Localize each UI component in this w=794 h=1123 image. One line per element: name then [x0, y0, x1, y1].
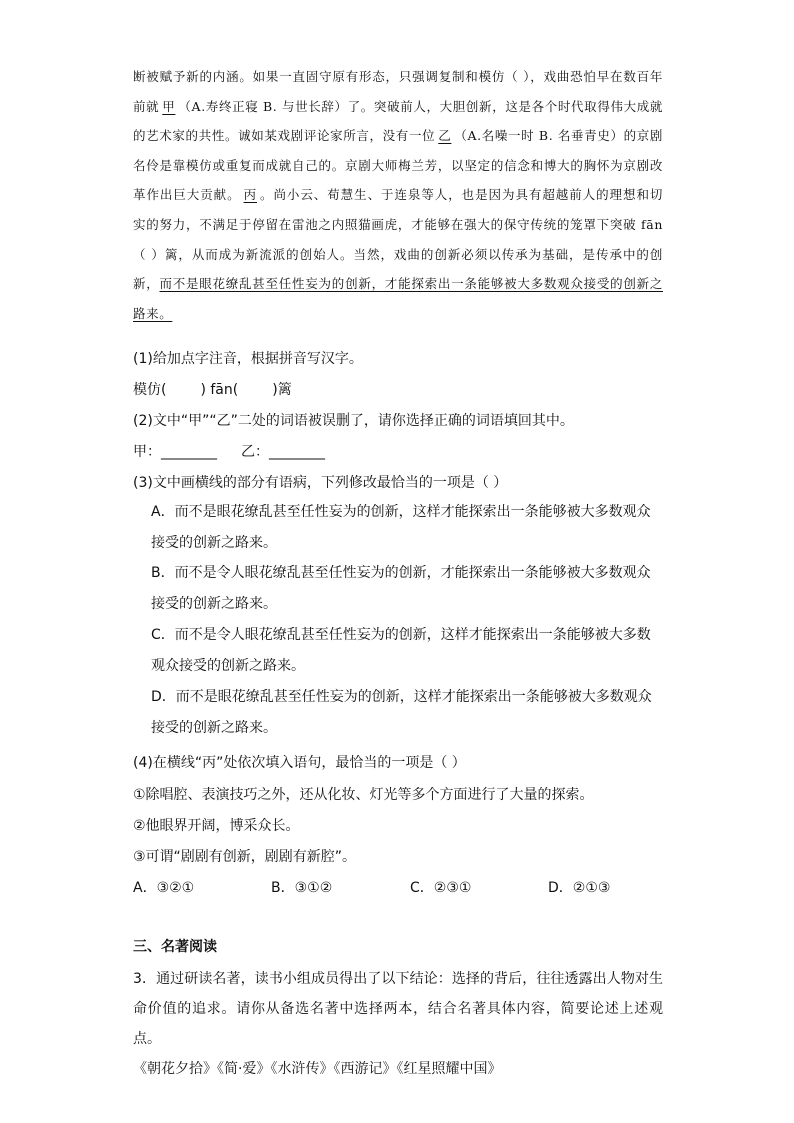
choice-c: C．②③①	[410, 880, 472, 896]
underlined-sentence: 而不是眼花缭乱甚至任性妄为的创新，才能探索出一条能够被大多数观众接受的创新之路来。	[133, 276, 663, 321]
pinyin-label: 模仿(	[133, 382, 167, 398]
question-3-block	[133, 964, 663, 1084]
reading-passage	[133, 62, 663, 328]
choice-d: D．②①③	[548, 880, 611, 896]
blank-yi: 乙	[438, 128, 452, 144]
passage-text-3: （A.名噪一时 B. 名垂青史）的京剧名伶是靠模仿或重复而成就自己的。京剧大师梅兰芳，以坚定的信念和博大的胸怀为京剧改革作出巨大贡献。	[133, 128, 663, 203]
jia-answer: 甲：________	[133, 444, 217, 460]
option-c: C．而不是令人眼花缭乱甚至任性妄为的创新，这样才能探索出一条能够被大多数观众接受的创新之路来。	[151, 627, 651, 674]
question-3-text: 3．通过研读名著，读书小组成员得出了以下结论：选择的背后，往往透露出人物对生命价值的追求。请你从备选名著中选择两本，结合名著具体内容，简要论述上述观点。	[133, 971, 663, 1047]
option-d: D．而不是眼花缭乱甚至任性妄为的创新，这样才能探索出一条能够被大多数观众接受的创新之路来。	[151, 689, 652, 736]
yi-answer: 乙：________	[241, 444, 325, 460]
li-label: )篱	[272, 382, 292, 398]
option-b: B．而不是令人眼花缭乱甚至任性妄为的创新，才能探索出一条能够被大多数观众接受的创新之路来。	[151, 565, 651, 612]
question-2-answer-row	[133, 441, 325, 461]
book-list: 《朝花夕拾》《简·爱》《水浒传》《西游记》《红星照耀中国》	[133, 1061, 502, 1077]
fan-label: ) fān(	[200, 382, 239, 398]
sentence-1: ①除唱腔、表演技巧之外，还从化妆、灯光等多个方面进行了大量的探索。	[133, 787, 594, 803]
passage-text-1: 断被赋予新的内涵。如果一直固守原有形态，只强调复制和模仿（ ），戏曲恐怕早在数百年前就	[133, 69, 663, 114]
question-4-prompt: (4)在横线“丙”处依次填入语句，最恰当的一项是（ ）	[133, 755, 466, 771]
question-3-prompt: (3)文中画横线的部分有语病，下列修改最恰当的一项是（ ）	[133, 475, 508, 491]
blank-jia: 甲	[162, 98, 176, 114]
question-1-prompt: (1)给加点字注音，根据拼音写汉字。	[133, 351, 363, 367]
passage-text-4: 。尚小云、荀慧生、于连泉等人，也是因为具有超越前人的理想和切实的努力，不满足于停留在雷池之内照猫画虎，才能够在强大的保守传统的笼罩下突破 fān（ ）篱，从而成为新流派的创始人。当然，戏曲的创新必须以传承为基础，是传承中的创新，	[133, 187, 663, 292]
sentence-2: ②他眼界开阔，博采众长。	[133, 818, 300, 834]
passage-text-2: （A.寿终正寝 B. 与世长辞）了。突破前人，大胆创新，这是各个时代取得伟大成就的艺术家的共性。诚如某戏剧评论家所言，没有一位	[133, 98, 663, 144]
sentence-3: ③可谓“剧剧有创新，剧剧有新腔”。	[133, 849, 357, 865]
choice-a: A．③②①	[133, 880, 195, 896]
option-a: A．而不是眼花缭乱甚至任性妄为的创新，这样才能探索出一条能够被大多数观众接受的创新之路来。	[151, 504, 651, 551]
choice-b: B．③①②	[271, 880, 333, 896]
question-1-answer-row	[133, 379, 292, 399]
question-2-prompt: (2)文中“甲”“乙”二处的词语被误删了，请你选择正确的词语填回其中。	[133, 413, 574, 429]
section-title: 三、名著阅读	[133, 939, 217, 955]
blank-bing: 丙	[243, 187, 258, 203]
